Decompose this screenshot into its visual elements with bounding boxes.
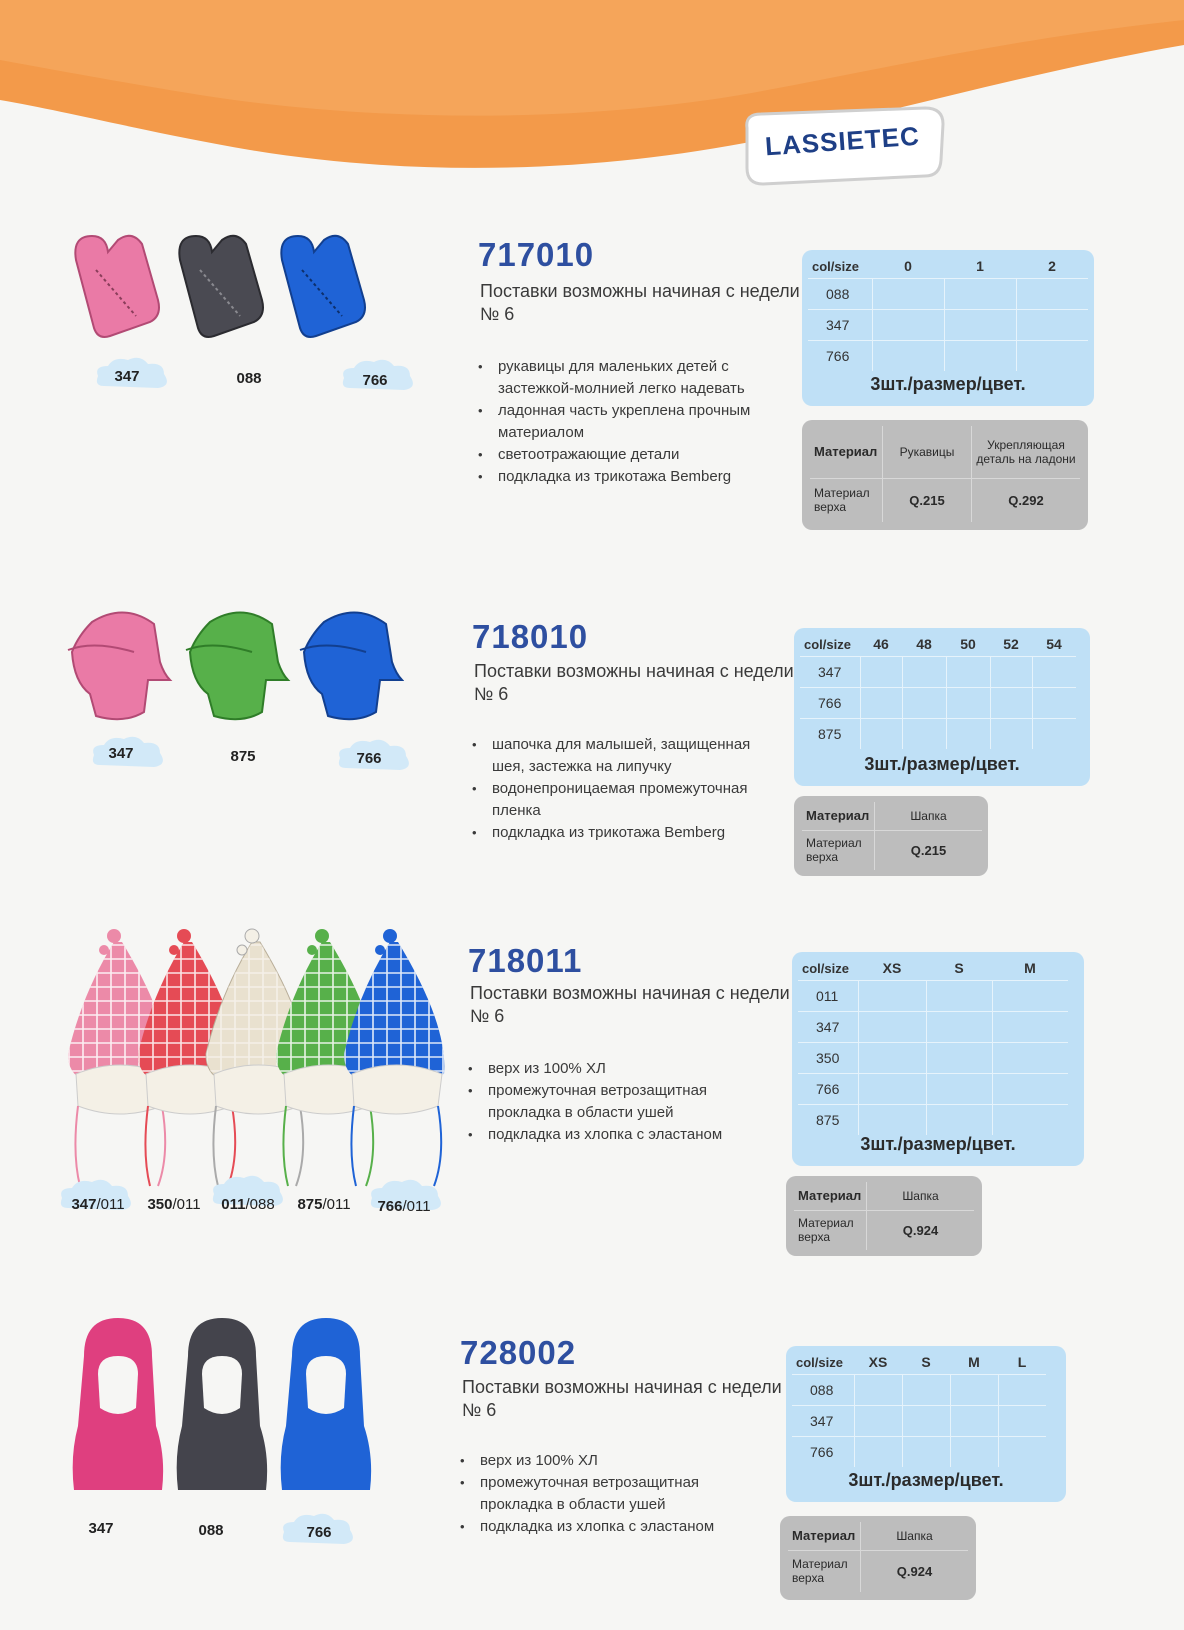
size-cell[interactable] — [1016, 310, 1088, 341]
size-table — [798, 956, 1068, 1135]
material-header: Рукавицы — [883, 426, 972, 478]
feature-list — [466, 1058, 766, 1146]
size-cell[interactable] — [992, 1105, 1068, 1136]
color-label: 347 — [108, 745, 134, 762]
size-row-label: 088 — [808, 279, 872, 310]
size-cell[interactable] — [926, 981, 992, 1012]
size-row-label: 875 — [800, 719, 860, 750]
availability-text: Поставки возможны начиная с недели № 6 — [470, 983, 790, 1026]
size-cell[interactable] — [902, 1406, 950, 1437]
size-cell[interactable] — [858, 1105, 926, 1136]
size-cell[interactable] — [950, 1375, 998, 1406]
feature-item: • промежуточная ветрозащитная прокладка в области ушей — [466, 1080, 766, 1124]
size-row-label: 766 — [792, 1437, 854, 1468]
material-value: Q.215 — [883, 478, 972, 522]
color-sub: /011 — [96, 1196, 125, 1213]
size-header: col/size — [796, 1354, 843, 1370]
color-label — [210, 1196, 286, 1213]
baby-hat-thumbnails — [64, 602, 404, 732]
feature-list — [458, 1450, 758, 1538]
material-row-label: Материал верха — [788, 1550, 861, 1592]
hat-766-011 — [344, 929, 444, 1186]
feature-item: • верх из 100% ХЛ — [458, 1450, 758, 1472]
color-label: 347 — [114, 368, 140, 385]
size-table — [792, 1350, 1046, 1467]
feature-item: • светоотражающие детали — [476, 444, 776, 466]
size-cell[interactable] — [926, 1012, 992, 1043]
size-row-label: 766 — [800, 688, 860, 719]
feature-item: • шапочка для малышей, защищенная шея, застежка на липучку — [470, 734, 780, 778]
color-label: 766 — [356, 750, 382, 767]
size-panel — [792, 952, 1084, 1166]
balaclava-766 — [281, 1318, 371, 1490]
material-header: Материал — [806, 808, 870, 824]
color-sub: /011 — [172, 1196, 201, 1213]
feature-item: • подкладка из трикотажа Bemberg — [476, 466, 776, 488]
material-table — [788, 1522, 968, 1592]
product-code: 717010 — [478, 236, 595, 273]
material-value: Q.292 — [972, 478, 1081, 522]
size-cell[interactable] — [944, 341, 1016, 372]
size-cell[interactable] — [1016, 341, 1088, 372]
size-header: 0 — [904, 258, 912, 274]
size-header: XS — [868, 1354, 888, 1370]
material-panel — [794, 796, 988, 876]
size-header: 48 — [916, 636, 932, 652]
size-cell[interactable] — [858, 1012, 926, 1043]
size-header: XS — [882, 960, 902, 976]
size-table — [800, 632, 1076, 749]
feature-item: • подкладка из хлопка с эластаном — [458, 1516, 758, 1538]
color-label: 766 — [362, 372, 388, 389]
size-cell[interactable] — [872, 341, 944, 372]
color-label — [136, 1196, 212, 1213]
size-cell[interactable] — [992, 1043, 1068, 1074]
balaclava-347 — [73, 1318, 163, 1490]
material-row-label: Материал верха — [794, 1210, 867, 1250]
feature-item: • рукавицы для маленьких детей с застежкой-молнией легко надевать — [476, 356, 776, 400]
brand-logo: LASSIETEC — [764, 120, 921, 162]
size-cell[interactable] — [872, 279, 944, 310]
color-label: 088 — [198, 1522, 224, 1539]
size-cell[interactable] — [990, 688, 1032, 719]
size-header: col/size — [804, 636, 851, 652]
material-row-label: Материал верха — [810, 478, 883, 522]
quantity-note: 3шт./размер/цвет. — [860, 1134, 1016, 1154]
hat-875 — [186, 612, 288, 719]
size-row-label: 766 — [808, 341, 872, 372]
size-panel — [786, 1346, 1066, 1502]
size-cell[interactable] — [854, 1375, 902, 1406]
hat-766 — [300, 612, 402, 719]
size-cell[interactable] — [998, 1437, 1046, 1468]
material-value: Q.924 — [867, 1210, 975, 1250]
balaclava-thumbnails — [70, 1316, 390, 1496]
material-table — [794, 1182, 974, 1250]
quantity-note: 3шт./размер/цвет. — [848, 1470, 1004, 1490]
size-header: col/size — [802, 960, 849, 976]
size-cell[interactable] — [902, 1375, 950, 1406]
size-cell[interactable] — [926, 1043, 992, 1074]
size-cell[interactable] — [992, 1012, 1068, 1043]
feature-list — [470, 734, 780, 844]
availability-text: Поставки возможны начиная с недели № 6 — [462, 1377, 782, 1420]
mittens-thumbnails — [66, 230, 386, 350]
size-header: M — [1024, 960, 1036, 976]
color-label: 347 — [88, 1520, 114, 1537]
material-panel — [780, 1516, 976, 1600]
size-cell[interactable] — [902, 1437, 950, 1468]
quantity-note: 3шт./размер/цвет. — [864, 754, 1020, 774]
product-code: 718011 — [468, 942, 583, 979]
feature-list — [476, 356, 776, 488]
size-header: 1 — [976, 258, 984, 274]
size-cell[interactable] — [860, 688, 902, 719]
size-row-label: 347 — [800, 657, 860, 688]
size-cell[interactable] — [998, 1406, 1046, 1437]
size-cell[interactable] — [858, 981, 926, 1012]
size-cell[interactable] — [950, 1437, 998, 1468]
size-cell[interactable] — [992, 981, 1068, 1012]
size-cell[interactable] — [902, 719, 946, 750]
size-cell[interactable] — [946, 688, 990, 719]
hat-347 — [68, 612, 170, 719]
material-panel — [786, 1176, 982, 1256]
size-header: S — [954, 960, 964, 976]
size-cell[interactable] — [992, 1074, 1068, 1105]
size-cell[interactable] — [902, 657, 946, 688]
size-cell[interactable] — [990, 719, 1032, 750]
color-label: 088 — [236, 370, 262, 387]
material-header: Материал — [792, 1528, 856, 1544]
size-cell[interactable] — [950, 1406, 998, 1437]
header-wave — [0, 0, 1184, 200]
feature-item: • ладонная часть укреплена прочным материалом — [476, 400, 776, 444]
size-row-label: 766 — [798, 1074, 858, 1105]
size-header: M — [968, 1354, 980, 1370]
size-cell[interactable] — [946, 719, 990, 750]
size-cell[interactable] — [872, 310, 944, 341]
mitten-088 — [179, 236, 263, 337]
size-cell[interactable] — [1016, 279, 1088, 310]
size-cell[interactable] — [926, 1074, 992, 1105]
size-cell[interactable] — [926, 1105, 992, 1136]
size-row-label: 347 — [792, 1406, 854, 1437]
material-value: Q.924 — [861, 1550, 969, 1592]
feature-item: • верх из 100% ХЛ — [466, 1058, 766, 1080]
color-label — [60, 1196, 136, 1213]
color-label — [366, 1198, 442, 1215]
feature-item: • подкладка из хлопка с эластаном — [466, 1124, 766, 1146]
size-cell[interactable] — [1032, 719, 1076, 750]
size-cell[interactable] — [858, 1074, 926, 1105]
balaclava-088 — [177, 1318, 267, 1490]
material-header: Укрепляющая деталь на ладони — [972, 426, 1081, 478]
quantity-note: 3шт./размер/цвет. — [870, 374, 1026, 394]
availability-text: Поставки возможны начиная с недели № 6 — [474, 661, 794, 704]
color-label — [286, 1196, 362, 1213]
feature-item: • водонепроницаемая промежуточная пленка — [470, 778, 780, 822]
material-row-label: Материал верха — [802, 830, 875, 870]
mitten-766 — [281, 236, 365, 337]
size-panel — [794, 628, 1090, 786]
size-header: 2 — [1048, 258, 1056, 274]
size-header: 54 — [1046, 636, 1062, 652]
size-panel — [802, 250, 1094, 406]
material-table — [802, 802, 982, 870]
size-header: 52 — [1003, 636, 1019, 652]
material-value: Q.215 — [875, 830, 983, 870]
mitten-347 — [75, 236, 159, 337]
feature-item: • промежуточная ветрозащитная прокладка в области ушей — [458, 1472, 758, 1516]
material-header: Шапка — [867, 1182, 975, 1210]
material-panel — [802, 420, 1088, 530]
size-table — [808, 254, 1088, 371]
material-header: Шапка — [875, 802, 983, 830]
material-header: Материал — [814, 444, 878, 460]
size-row-label: 011 — [798, 981, 858, 1012]
color-main: 875 — [297, 1196, 323, 1213]
size-cell[interactable] — [944, 279, 1016, 310]
size-cell[interactable] — [860, 719, 902, 750]
color-main: 350 — [147, 1196, 173, 1213]
color-main: 766 — [377, 1198, 403, 1215]
size-row-label: 350 — [798, 1043, 858, 1074]
size-cell[interactable] — [998, 1375, 1046, 1406]
color-main: 347 — [71, 1196, 97, 1213]
size-cell[interactable] — [854, 1406, 902, 1437]
feature-item: • подкладка из трикотажа Bemberg — [470, 822, 780, 844]
size-row-label: 347 — [798, 1012, 858, 1043]
size-row-label: 088 — [792, 1375, 854, 1406]
size-cell[interactable] — [858, 1043, 926, 1074]
color-sub: /011 — [402, 1198, 431, 1215]
color-label: 875 — [230, 748, 256, 765]
size-header: L — [1017, 1354, 1027, 1370]
size-cell[interactable] — [902, 688, 946, 719]
size-cell[interactable] — [1032, 657, 1076, 688]
pointed-hat-thumbnails — [62, 924, 446, 1192]
size-row-label: 875 — [798, 1105, 858, 1136]
size-header: 50 — [960, 636, 976, 652]
size-header: S — [921, 1354, 931, 1370]
size-cell[interactable] — [946, 657, 990, 688]
color-sub: /011 — [322, 1196, 351, 1213]
size-row-label: 347 — [808, 310, 872, 341]
color-label: 766 — [306, 1524, 332, 1541]
material-table — [810, 426, 1080, 522]
material-header: Шапка — [861, 1522, 969, 1550]
size-header: col/size — [812, 258, 859, 274]
size-cell[interactable] — [860, 657, 902, 688]
size-header: 46 — [873, 636, 889, 652]
color-main: 011 — [221, 1196, 246, 1213]
material-header: Материал — [798, 1188, 862, 1204]
size-cell[interactable] — [990, 657, 1032, 688]
size-cell[interactable] — [1032, 688, 1076, 719]
availability-text: Поставки возможны начиная с недели № 6 — [480, 281, 800, 324]
size-cell[interactable] — [854, 1437, 902, 1468]
size-cell[interactable] — [944, 310, 1016, 341]
product-code: 728002 — [460, 1334, 577, 1371]
color-sub: /088 — [245, 1196, 275, 1213]
product-code: 718010 — [472, 618, 589, 655]
